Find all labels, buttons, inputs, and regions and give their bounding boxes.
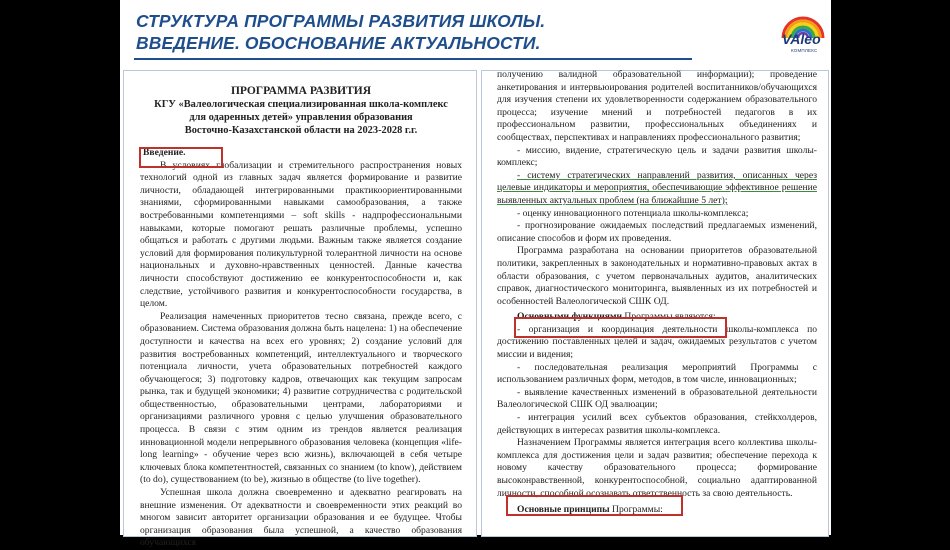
title-underline xyxy=(134,58,692,60)
intro-heading: Введение. xyxy=(143,147,186,158)
mission-item: - миссию, видение, стратегическую цель и задачи развития школы-комплекс; xyxy=(497,144,817,169)
principles-highlight-box xyxy=(506,495,683,516)
slide-title-line1: СТРУКТУРА ПРОГРАММЫ РАЗВИТИЯ ШКОЛЫ. xyxy=(136,11,546,31)
right-page-text xyxy=(497,69,817,517)
document-page-right xyxy=(481,70,829,537)
program-title-line3: для одаренных детей» управления образования xyxy=(189,112,413,123)
principles-heading-rest: Программы: xyxy=(609,504,663,516)
intro-highlight-box xyxy=(139,147,223,168)
basis-paragraph: Программа разработана на основании приоритетов образовательной политики, закрепленных в законодательных и нормативно-правовых актах в области образования, с учетом первоначальных аудитов, аналитических справок, диагностического мониторинга, выявленных из их потребностей и особенностей Валеологической СШК ОД. xyxy=(497,245,817,307)
functions-heading-rest: Программы являются: xyxy=(622,311,716,323)
identify-item: - выявление качественных изменений в образовательной деятельности Валеологической СШК ОД эвалюации; xyxy=(497,386,817,411)
principles-heading: Основные принципы xyxy=(517,504,610,516)
program-title-line2: КГУ «Валеологическая специализированная школа-комплекс xyxy=(154,99,448,110)
integration-item: - интеграция усилий всех субъектов образования, стейкхолдеров, действующих в интересах развития школы-комплекса. xyxy=(497,412,817,436)
program-title xyxy=(140,85,462,137)
logo-name: VAleo xyxy=(782,31,821,47)
evaluation-item: - оценку инновационного потенциала школы-комплекса; xyxy=(517,207,749,219)
program-title-line1: ПРОГРАММА РАЗВИТИЯ xyxy=(230,85,372,97)
functions-heading: Основными функциями xyxy=(517,311,623,323)
logo-subtitle: КОМПЛЕКС xyxy=(791,48,818,53)
purpose-paragraph: Назначением Программы является интеграция всего коллектива школы-комплекса для достижения цели и задач развития; обеспечение перехода к новому качеству образовательного процесса; формирование высоконравственной, конкурентоспособной, социально адаптированной личности, способной осознавать ответственность за свою деятельность. xyxy=(497,437,817,499)
slide-title-line2: ВВЕДЕНИЕ. ОБОСНОВАНИЕ АКТУАЛЬНОСТИ. xyxy=(136,33,541,53)
intro-paragraph-2: Реализация намеченных приоритетов тесно связана, прежде всего, с образованием. Система образования должна быть нацелена: 1) на обеспечение доступности и качества на всех его уровнях; 2) создание условий для развития востребованных компетенций, интеллектуального и творческого потенциала личности, учета образовательных потребностей каждого обучающегося; 3) подготовку кадров, отвечающих как текущим запросам рынка, так и будущей экономики; 4) развитие сотрудничества с родительской общественностью, образовательными центрами, лабораториями и организациями различного уровня с целью улучшения образовательного процесса. В связи с этим одним из трендов является реализация инновационной модели непрерывного образования человека (концепция «life-long learning» - обучение через всю жизнь), включающей в себя четыре ключевых блока компетентностей, связанных со знанием (to know), действием (to do), существованием (to be), жизнью в обществе (to live together). xyxy=(140,310,462,486)
right-top-paragraph: получению валидной образовательной информации); проведение анкетирования и интервьюирования родителей воспитанников/обучающихся для изучения степени их удовлетворенности содержанием образовательного процесса; изучение мнений и потребностей педагогов в их профессиональном развитии, профессиональных объединениях и сообществах, перспективах и направлениях профессионального развития; xyxy=(497,69,817,143)
slide xyxy=(120,0,831,549)
document-page-left xyxy=(123,70,477,549)
slide-title xyxy=(136,10,545,54)
intro-paragraph-3: Успешная школа должна своевременно и адекватно реагировать на внешние изменения. От адекватности и своевременности этих реакций во многом зависит авторитет организации образования и ее будущее. Чтобы организация образования была успешной, а качество образования обучающихся xyxy=(140,487,462,549)
intro-paragraph-1: В условиях глобализации и стремительного распространения новых технологий одной из главных задач является формирование и развитие личности, обладающей интегрированными практикоориентированными знаниями, сформированными навыками самообразования, а также востребованными компетенциями – soft skills - надпрофессиональными навыками, которые помогают решать различные проблемы, успешно общаться и работать с другими людьми. Важным также является создание условий для формирования поликультурной толерантной личности на основе национальных и духовно-нравственных ценностей. Данные качества личности способствуют достижению ее конкурентоспособности и, как следствие, устойчивого развития и конкурентоспособности государства, в целом. xyxy=(140,159,462,310)
strategy-item: - систему стратегических направлений развития, описанных через целевые индикаторы и мероприятия, обеспечивающие эффективное решение выявленных актуальных проблем (на ближайшие 5 лет); xyxy=(497,169,817,206)
organization-item: - организация и координация деятельности школы-комплекса по достижению поставленных целей и задач, ожидаемых результатов с учетом миссии и видения; xyxy=(497,323,817,361)
sequential-item: - последовательная реализация мероприятий Программы с использованием различных форм, методов, в том числе, инновационных; xyxy=(497,361,817,386)
program-title-line4: Восточно-Казахстанской области на 2023-2028 г.г. xyxy=(184,125,418,136)
forecast-item: - прогнозирование ожидаемых последствий предлагаемых изменений, описание способов и форм их проведения. xyxy=(497,220,817,244)
functions-highlight-box xyxy=(514,317,727,338)
